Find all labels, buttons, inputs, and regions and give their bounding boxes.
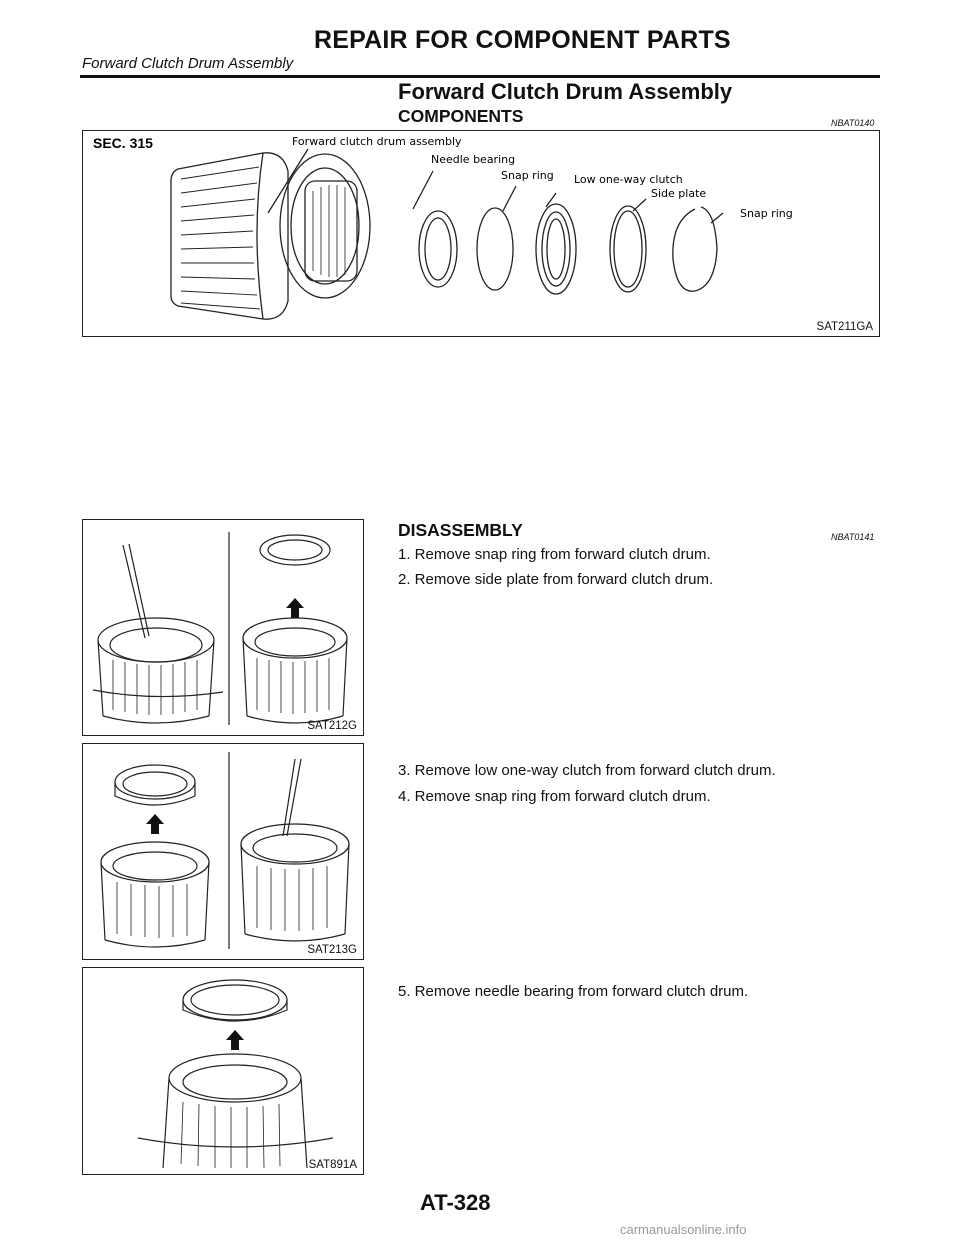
- step-3: 3. Remove low one-way clutch from forward clutch drum.: [398, 762, 776, 779]
- components-ref-code: NBAT0140: [831, 118, 875, 128]
- sec-label: SEC. 315: [93, 135, 153, 151]
- up-arrow-icon: [226, 1030, 244, 1050]
- step-4: 4. Remove snap ring from forward clutch drum.: [398, 788, 711, 805]
- step-5: 5. Remove needle bearing from forward clutch drum.: [398, 983, 749, 1000]
- components-figure: [82, 130, 880, 337]
- figure-code: SAT891A: [308, 1159, 357, 1171]
- label-low-one-way-clutch: Low one-way clutch: [574, 173, 683, 186]
- step-1: 1. Remove snap ring from forward clutch drum.: [398, 546, 711, 563]
- up-arrow-icon: [146, 814, 164, 834]
- up-arrow-icon: [286, 598, 304, 618]
- figure-sat891a: [82, 967, 364, 1175]
- page-number: AT-328: [420, 1190, 491, 1215]
- figure-sat213g: [82, 743, 364, 960]
- figure-sat212g: [82, 519, 364, 736]
- snap-ring-removal-illustration: [83, 520, 365, 737]
- components-exploded-view: [83, 131, 881, 338]
- components-heading: COMPONENTS: [398, 106, 524, 126]
- header-divider: [80, 75, 880, 78]
- one-way-clutch-removal-illustration: [83, 744, 365, 961]
- watermark: carmanualsonline.info: [620, 1222, 747, 1237]
- disassembly-ref-code: NBAT0141: [831, 532, 875, 542]
- label-forward-clutch-drum-assembly: Forward clutch drum assembly: [292, 135, 462, 148]
- disassembly-heading: DISASSEMBLY: [398, 520, 523, 540]
- label-snap-ring-1: Snap ring: [501, 169, 554, 182]
- figure-code: SAT213G: [307, 944, 357, 956]
- figure-code: SAT211GA: [816, 321, 873, 333]
- label-needle-bearing: Needle bearing: [431, 153, 516, 166]
- section-title: Forward Clutch Drum Assembly: [398, 79, 733, 104]
- step-2: 2. Remove side plate from forward clutch drum.: [398, 571, 714, 588]
- label-side-plate: Side plate: [651, 187, 707, 200]
- page-header-title: REPAIR FOR COMPONENT PARTS: [314, 26, 731, 54]
- figure-code: SAT212G: [307, 720, 357, 732]
- needle-bearing-removal-illustration: [83, 968, 365, 1176]
- page-header-subtitle: Forward Clutch Drum Assembly: [82, 55, 294, 72]
- label-snap-ring-2: Snap ring: [740, 207, 793, 220]
